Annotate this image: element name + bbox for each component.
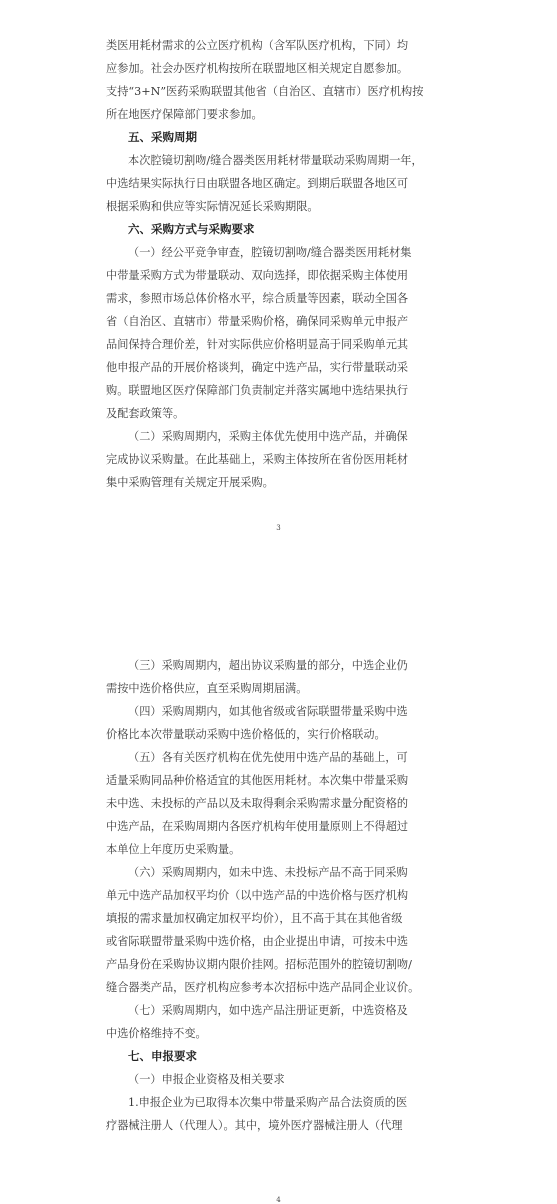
- body-text-line: 集中采购管理有关规定开展采购。: [106, 476, 274, 489]
- body-text-line: 缝合器类产品，医疗机构应参考本次招标中选产品同企业议价。: [106, 981, 420, 994]
- body-text-line: 未中选、未投标的产品以及未取得剩余采购需求量分配资格的: [106, 797, 409, 810]
- body-text-line: 中选产品，在采购周期内各医疗机构年使用量原则上不得超过: [106, 820, 409, 833]
- body-text-line: 需求，参照市场总体价格水平，综合质量等因素，联动全国各: [106, 292, 409, 305]
- body-text-line: 填报的需求量加权确定加权平均价），且不高于其在其他省级: [106, 912, 403, 925]
- body-text-line: 产品身份在采购协议期内限价挂网。招标范围外的腔镜切割吻/: [106, 958, 412, 971]
- document-page-4: [0, 608, 557, 1203]
- page-number: 4: [276, 1196, 281, 1204]
- body-text-line: 需按中选价格供应，直至采购周期届满。: [106, 682, 308, 695]
- body-text-line: （一）申报企业资格及相关要求: [128, 1073, 285, 1086]
- body-text-line: 根据采购和供应等实际情况延长采购期限。: [106, 200, 319, 213]
- page-4-body: [106, 654, 438, 1137]
- body-text-line: （四）采购周期内，如其他省级或省际联盟带量采购中选: [128, 705, 408, 718]
- page-3-body: [106, 34, 438, 494]
- body-text-line: 1.申报企业为已取得本次集中带量采购产品合法资质的医: [128, 1096, 408, 1109]
- body-text-line: 或省际联盟带量采购中选价格，由企业提出申请，可按未中选: [106, 935, 409, 948]
- body-text-line: 他申报产品的开展价格谈判，确定中选产品，实行带量联动采: [106, 361, 409, 374]
- body-text-line: 单元中选产品加权平均价（以中选产品的中选价格与医疗机构: [106, 889, 409, 902]
- section-heading-procurement-period: 五、采购周期: [128, 130, 197, 144]
- section-heading-procurement-method: 六、采购方式与采购要求: [128, 222, 255, 236]
- body-text-line: 中带量采购方式为带量联动、双向选择，即依据采购主体使用: [106, 269, 409, 282]
- body-text-line: 适量采购同品种价格适宜的其他医用耗材。本次集中带量采购: [106, 774, 409, 787]
- body-text-line: 应参加。社会办医疗机构按所在联盟地区相关规定自愿参加。: [106, 62, 409, 75]
- body-text-line: （五）各有关医疗机构在优先使用中选产品的基础上，可: [128, 751, 408, 764]
- body-text-line: （二）采购周期内，采购主体优先使用中选产品，并确保: [128, 430, 408, 443]
- body-text-line: 类医用耗材需求的公立医疗机构（含军队医疗机构，下同）均: [106, 39, 409, 52]
- body-text-line: 本单位上年度历史采购量。: [106, 843, 241, 856]
- body-text-line: 中选价格维持不变。: [106, 1027, 207, 1040]
- body-text-line: 本次腔镜切割吻/缝合器类医用耗材带量联动采购周期一年，: [128, 154, 423, 167]
- body-text-line: （一）经公平竞争审查，腔镜切割吻/缝合器类医用耗材集: [128, 246, 412, 259]
- body-text-line: 品间保持合理价差，针对实际供应价格明显高于同采购单元其: [106, 338, 409, 351]
- body-text-line: 疗器械注册人（代理人）。其中，境外医疗器械注册人（代理: [106, 1119, 403, 1132]
- body-text-line: 省（自治区、直辖市）带量采购价格，确保同采购单元申报产: [106, 315, 409, 328]
- body-text-line: （六）采购周期内，如未中选、未投标产品不高于同采购: [128, 866, 408, 879]
- body-text-line: （七）采购周期内，如中选产品注册证更新，中选资格及: [128, 1004, 408, 1017]
- body-text-line: 及配套政策等。: [106, 407, 185, 420]
- body-text-line: 完成协议采购量。在此基础上，采购主体按所在省份医用耗材: [106, 453, 409, 466]
- body-text-line: 中选结果实际执行日由联盟各地区确定。到期后联盟各地区可: [106, 177, 409, 190]
- body-text-line: （三）采购周期内，超出协议采购量的部分，中选企业仍: [128, 659, 408, 672]
- body-text-line: 购。联盟地区医疗保障部门负责制定并落实属地中选结果执行: [106, 384, 409, 397]
- body-text-line: 支持“3+N”医药采购联盟其他省（自治区、直辖市）医疗机构按: [106, 85, 424, 98]
- section-heading-application-requirements: 七、申报要求: [128, 1049, 197, 1063]
- page-number: 3: [276, 524, 281, 532]
- document-page-3: [0, 0, 557, 595]
- body-text-line: 所在地医疗保障部门要求参加。: [106, 108, 263, 121]
- body-text-line: 价格比本次带量联动采购中选价格低的，实行价格联动。: [106, 728, 386, 741]
